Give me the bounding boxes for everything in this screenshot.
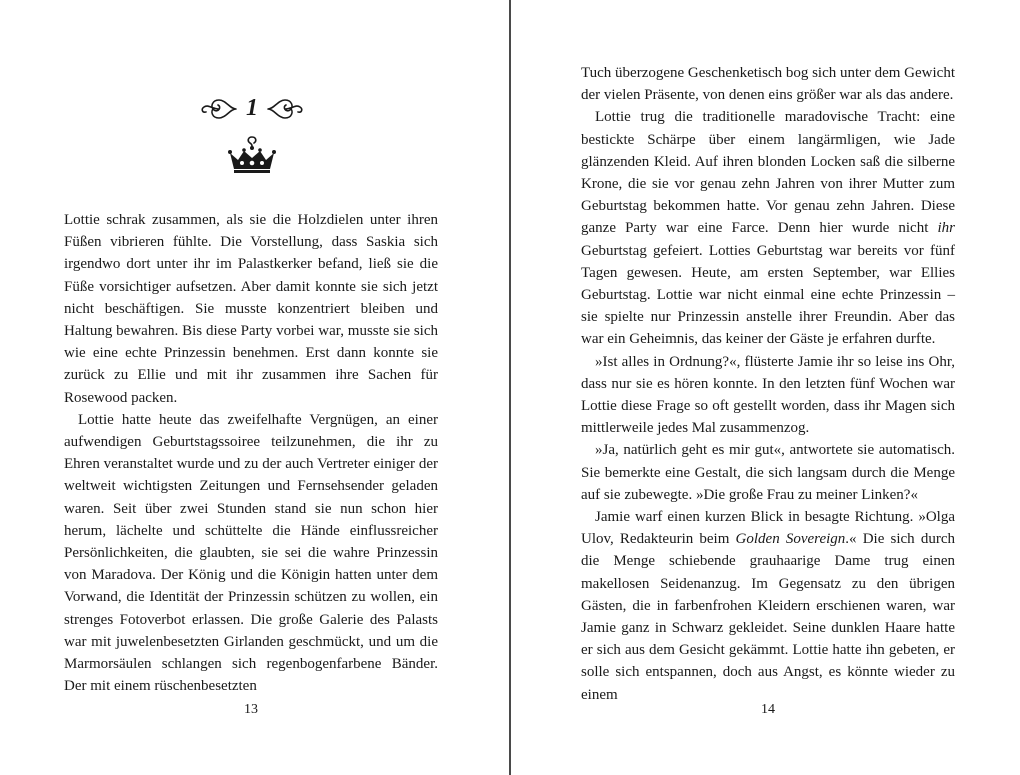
- paragraph: Lottie schrak zusammen, als sie die Holzdielen unter ihren Füßen vibrieren fühlte. Die Vorstellung, dass Saskia sich irgendwo dort unter ihr im Palastkerker befand, ließ sie die Füße vorsichtiger aufsetzen. Aber damit konnte sie sich jetzt nicht beschäftigen. Sie musste konzentriert bleiben und Haltung bewahren. Bis diese Party vorbei war, musste sie sich wie eine echte Prinzessin benehmen. Erst dann konnte sie zurück zu Ellie und mit ihr zusammen ihre Sachen für Rosewood packen.: [64, 212, 438, 406]
- paragraph: [581, 506, 955, 706]
- right-page: [511, 0, 1020, 775]
- chapter-heading: [200, 94, 304, 126]
- flourish-right-icon: [266, 94, 304, 124]
- publication-title: Golden Sovereign: [735, 531, 846, 548]
- text-run: Geburtstag gefeiert. Lotties Geburtstag war bereits vor fünf Tagen gewesen. Heute, am ersten September, war Ellies Geburtstag. Lottie war nicht einmal eine echte Prinzessin – sie spielte nur Prinzessin anstelle ihrer Freundin. Aber das war ein Geheimnis, das keiner der Gäste je erfahren durfte.: [581, 242, 955, 348]
- text-run: Lottie trug die traditionelle maradovische Tracht: eine bestickte Schärpe über einem langärmligen, wie Jade glänzenden Kleid. Auf ihren blonden Locken saß die silberne Krone, die sie vor genau zehn Jahren von ihrer Mutter zum Geburtstag bekommen hatte. Vor genau zehn Jahren. Diese ganze Party war eine Farce. Denn hier wurde nicht: [581, 109, 955, 237]
- paragraph: Lottie hatte heute das zweifelhafte Vergnügen, an einer aufwendigen Geburtstagssoiree teilzunehmen, die ihr zu Ehren veranstaltet wurde und zu der auch Vertreter einiger der weltweit wichtigsten Zeitungen und Fernsehsender geladen waren. Seit über zwei Stunden stand sie nun schon hier herum, lächelte und schüttelte die Hände einflussreicher Persönlichkeiten, die glaubten, sie sei die wahre Prinzessin von Maradova. Der König und die Königin hatten unter dem Vorwand, die Identität der Prinzessin schützen zu wollen, ein strenges Fotoverbot erlassen. Die große Galerie des Palasts war mit juwelenbesetzten Girlanden geschmückt, und um die Marmorsäulen schlangen sich regenbogenfarbene Bänder. Der mit einem rüschenbesetzten: [64, 411, 438, 695]
- right-page-text: [581, 62, 955, 706]
- chapter-number: 1: [246, 95, 258, 121]
- paragraph: [581, 106, 955, 350]
- paragraph: »Ja, natürlich geht es mir gut«, antwortete sie automatisch. Sie bemerkte eine Gestalt, die sich langsam durch die Menge auf sie zubewegte. »Die große Frau zu meiner Linken?«: [581, 442, 955, 503]
- text-run: Jamie warf einen kurzen Blick in besagte Richtung. »Olga Ulov, Redakteurin beim: [581, 509, 955, 548]
- paragraph: Tuch überzogene Geschenketisch bog sich unter dem Gewicht der vielen Präsente, von denen eins größer war als das andere.: [581, 65, 955, 104]
- flourish-left-icon: [200, 94, 238, 124]
- text-run: .« Die sich durch die Menge schiebende grauhaarige Dame trug einen makellosen Seidenanzug. Im Gegensatz zu den übrigen Gästen, die in farbenfrohen Kleidern erschienen waren, war Jamie ganz in Schwarz gekleidet. Seine dunklen Haare hatte er sich aus dem Gesicht gekämmt. Lottie hatte ihn gebeten, er solle sich entspannen, doch aus Angst, es könnte wieder zu einem: [581, 531, 955, 703]
- left-page: [0, 0, 509, 775]
- left-page-text: [64, 209, 438, 697]
- crown-icon: [228, 136, 276, 174]
- paragraph: »Ist alles in Ordnung?«, flüsterte Jamie ihr so leise ins Ohr, dass nur sie es hören konnte. In den letzten fünf Wochen war Lottie diese Frage so oft gestellt worden, dass ihr Magen sich mittlerweile jedes Mal zusammenzog.: [581, 353, 955, 437]
- page-number: 14: [761, 702, 775, 717]
- page-number: 13: [244, 702, 258, 717]
- emphasis: ihr: [937, 220, 955, 237]
